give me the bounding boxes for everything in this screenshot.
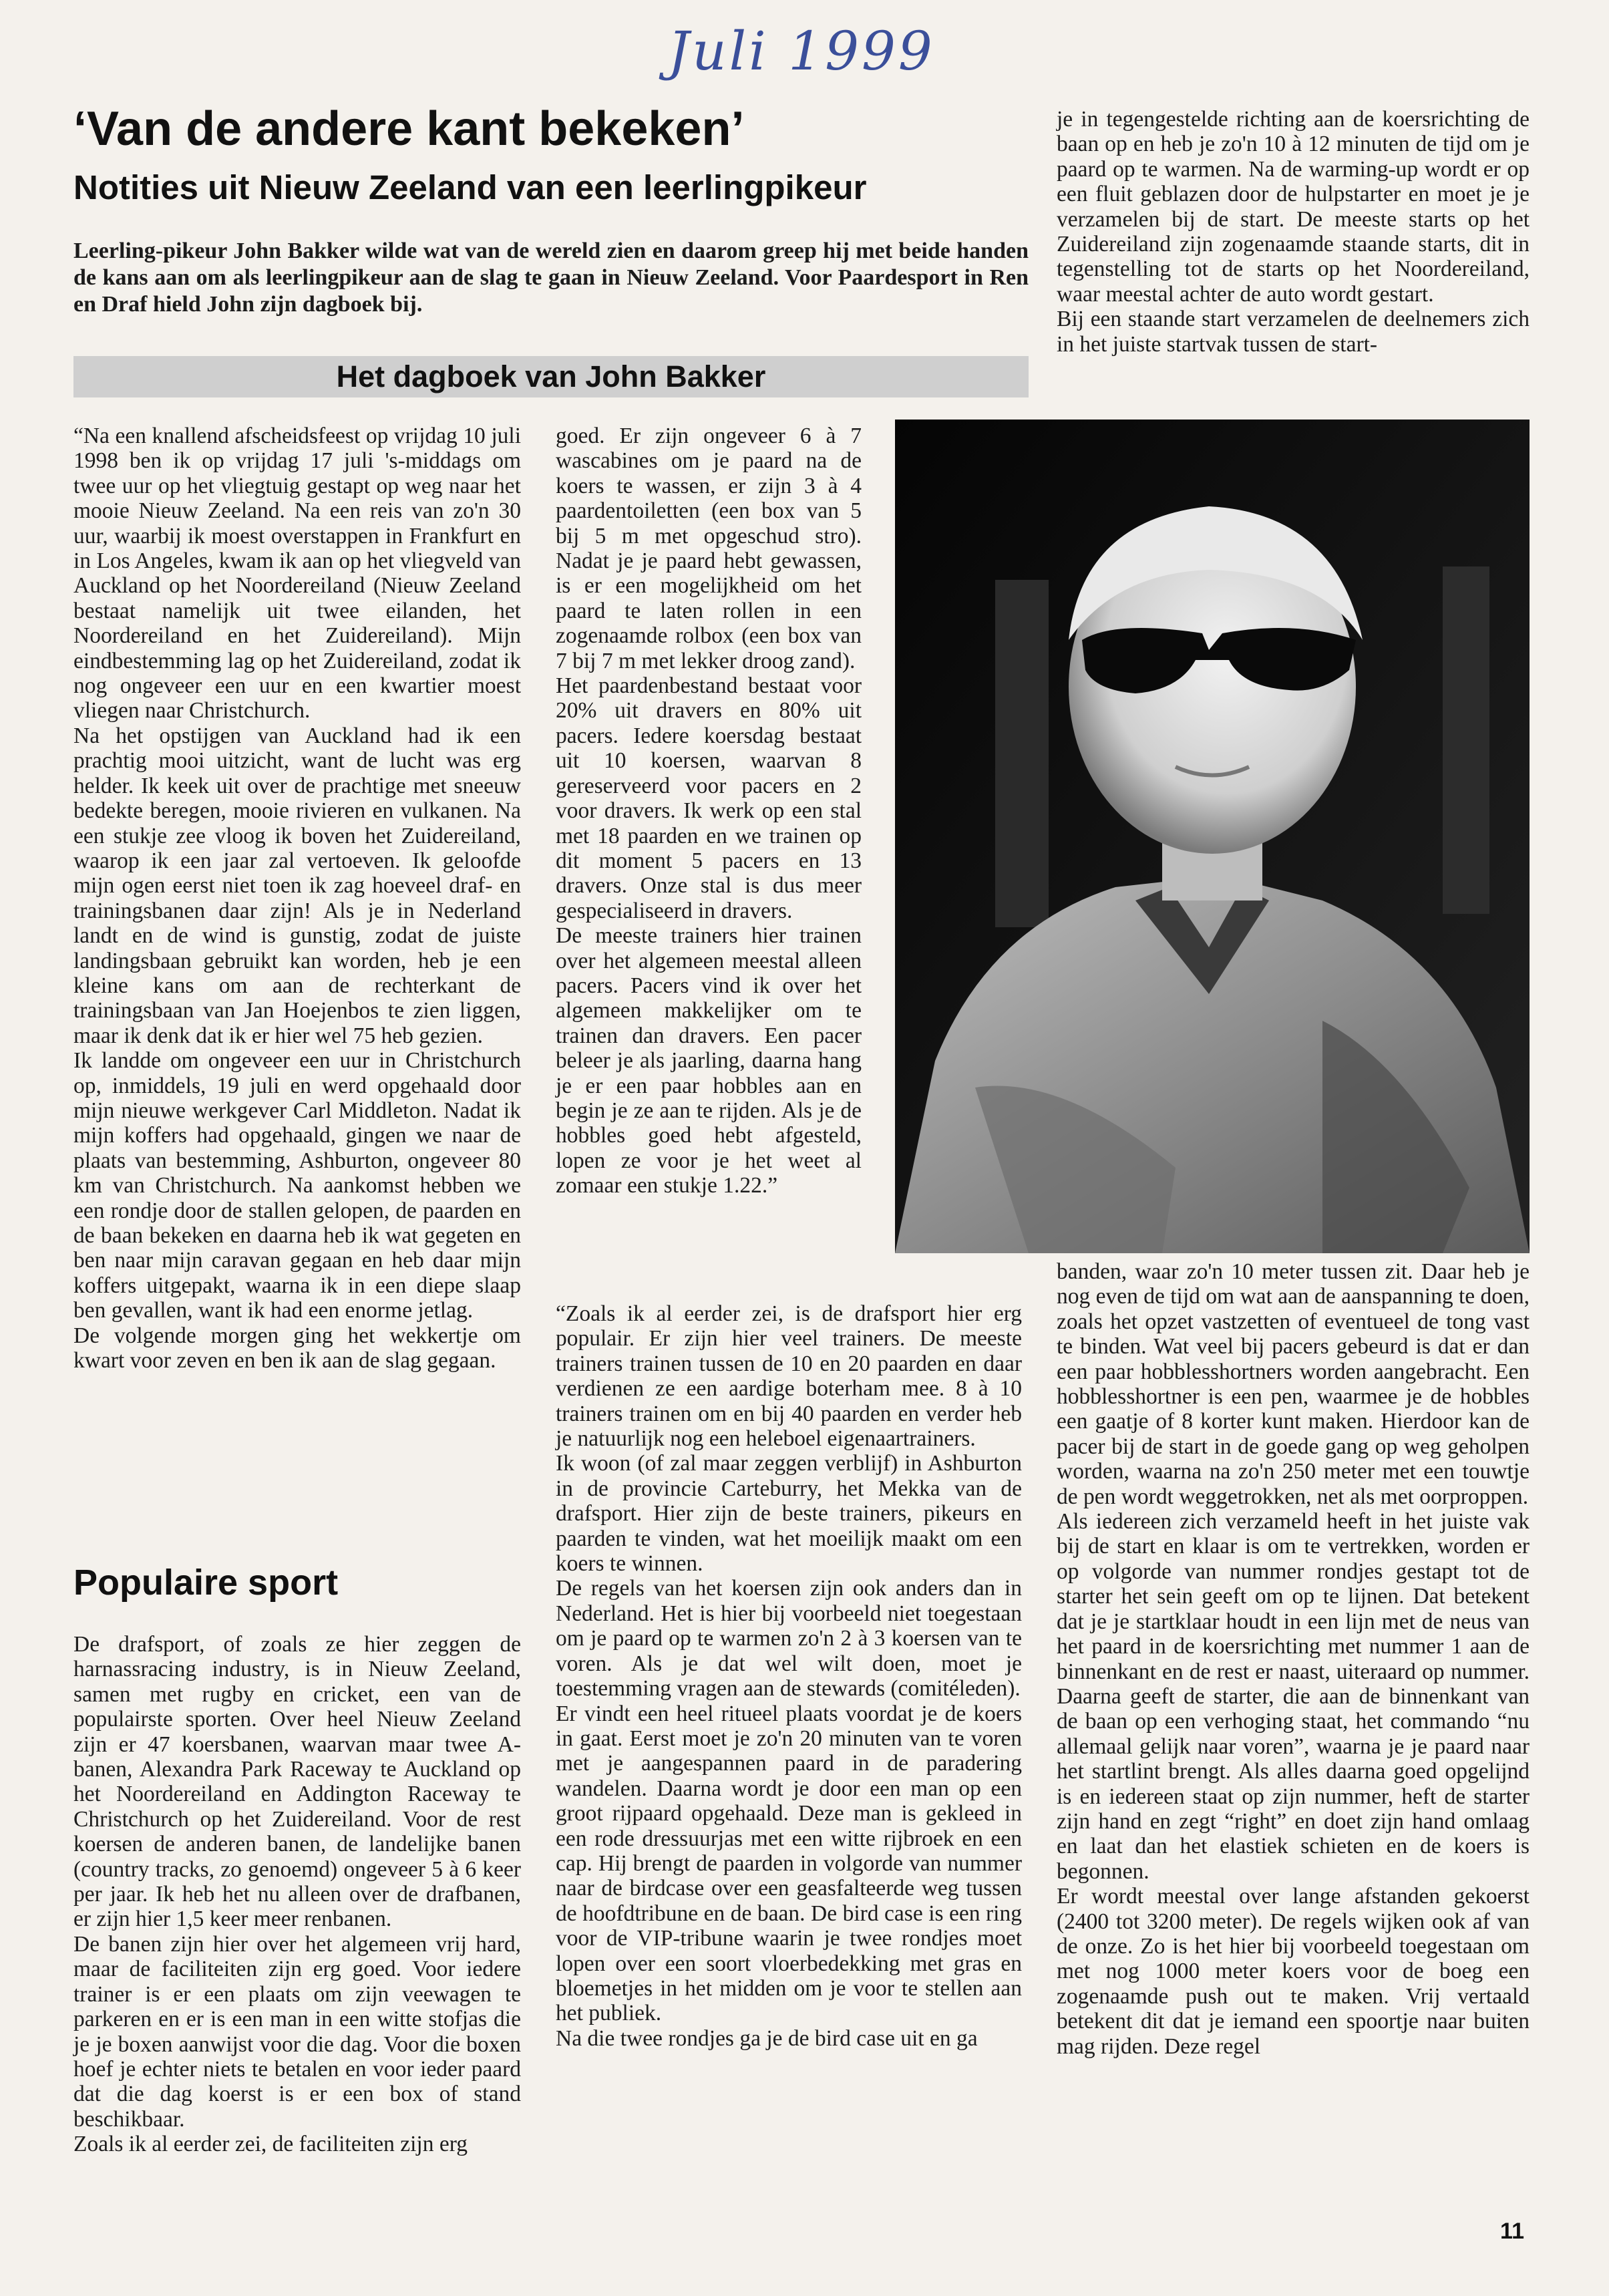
paragraph: “Zoals ik al eerder zei, is de drafsport hier erg populair. Er zijn hier veel trainers. De meeste trainers trainen tussen de 10 en 20 paarden en daar verdienen ze een aardige boterham mee. 8 à 10 trainers trainen om en bij 40 paarden en verder heb je natuurlijk nog een heleboel eigenaartrainers. [556,1301,1022,1452]
column-2-lower-text [556,1301,1022,2051]
paragraph: Bij een staande start verzamelen de deelnemers zich in het juiste startvak tussen de start- [1057,307,1530,357]
paragraph: Na het opstijgen van Auckland had ik een prachtig mooi uitzicht, want de lucht was erg helder. Ik keek uit over de prachtige met sneeuw bedekte beregen, mooie rivieren en vulkanen. Na een stukje zee vloog ik boven het Zuidereiland, waarop ik een jaar zal vertoeven. Ik geloofde mijn ogen eerst niet toen ik zag hoeveel draf- en trainingsbanen daar zijn! Als je in Nederland landt en de wind is gunstig, zodat de juiste landingsbaan gebruikt kan worden, heb je een kleine kans om aan de rechterkant de trainingsbaan van Jan Hoejenbos te zien liggen, maar ik denk dat ik er hier wel 75 heb gezien. [73,723,521,1048]
paragraph: De meeste trainers hier trainen over het algemeen meestal alleen pacers. Pacers vind ik over het algemeen makkelijker om te trainen dan dravers. Een pacer beleer je als jaarling, daarna hang je er een paar hobbles aan en begin je ze aan te rijden. Als je de hobbles goed hebt afgesteld, lopen ze voor je het weet al zomaar een stukje 1.22.” [556,923,862,1198]
article-subheadline: Notities uit Nieuw Zeeland van een leerlingpikeur [73,168,867,206]
paragraph: Er vindt een heel ritueel plaats voordat je de koers in gaat. Eerst moet je zo'n 20 minuten van te voren met je aangespannen paard in de paradering wandelen. Daarna wordt je door een man op een groot rijpaard opgehaald. Deze man is gekleed in een rode dressuurjas met een witte rijbroek en een cap. Hij brengt de paarden in volgorde van nummer naar de birdcase over een geasfalteerde weg tussen de hoofdtribune en de baan. De bird case is een ring voor de VIP-tribune waarin je twee rondjes moet lopen over een soort vloerbedekking met gras en bloemetjes in het midden om je voor te stellen aan het publiek. [556,1701,1022,2026]
paragraph: De regels van het koersen zijn ook anders dan in Nederland. Het is hier bij voorbeeld niet toegestaan om je paard op te warmen zo'n 2 à 3 koersen van te voren. Als je dat wel wilt doen, moet je toestemming vragen aan de stewards (comitéleden). [556,1576,1022,1701]
column-2-upper-text [556,424,862,1198]
section-heading-populaire-sport: Populaire sport [73,1563,339,1603]
paragraph: Er wordt meestal over lange afstanden gekoerst (2400 tot 3200 meter). De regels wijken ook af van de onze. Zo is het hier bij voorbeeld toegestaan om met nog 1000 meter koers voor de boeg een zogenaamde push out te maken. Vrij vertaald betekent dit dat je iemand een spoortje naar buiten mag rijden. Deze regel [1057,1884,1530,2059]
paragraph: De volgende morgen ging het wekkertje om kwart voor zeven en ben ik aan de slag gegaan. [73,1323,521,1373]
handwritten-date-note: Juli 1999 [668,20,935,82]
page-number: 11 [1500,2219,1524,2244]
column-3-lower-text [1057,1259,1530,2059]
portrait-photo [895,420,1530,1253]
paragraph: De drafsport, of zoals ze hier zeggen de harnassracing industry, is in Nieuw Zeeland, samen met rugby en cricket, een van de populairste sporten. Over heel Nieuw Zeeland zijn er 47 koersbanen, waarvan maar twee A-banen, Alexandra Park Raceway te Auckland op het Noordereiland en Addington Raceway te Christchurch op het Zuidereiland. Voor de rest koersen de anderen banen, de landelijke banen (country tracks, zo genoemd) ongeveer 5 à 6 keer per jaar. Ik heb het nu alleen over de drafbanen, er zijn hier 1,5 keer meer renbanen. [73,1632,521,1932]
paragraph: “Na een knallend afscheidsfeest op vrijdag 10 juli 1998 ben ik op vrijdag 17 juli 's-middags om twee uur op het vliegtuig gestapt op weg naar het mooie Nieuw Zeeland. Na een reis van zo'n 30 uur, waarbij ik moest overstappen in Frankfurt en in Los Angeles, kwam ik aan op het vliegveld van Auckland op het Noordereiland (Nieuw Zeeland bestaat namelijk uit twee eilanden, het Noordereiland en het Zuidereiland). Mijn eindbestemming lag op het Zuidereiland, zodat ik nog ongeveer een uur en een kwartier moest vliegen naar Christchurch. [73,424,521,723]
paragraph: Ik woon (of zal maar zeggen verblijf) in Ashburton in de provincie Carteburry, het Mekka van de drafsport. Hier zijn de beste trainers, pikeurs en paarden te vinden, wat het moeilijk maakt om een koers te winnen. [556,1451,1022,1577]
paragraph: banden, waar zo'n 10 meter tussen zit. Daar heb je nog even de tijd om wat aan de aanspanning te doen, zoals het opzet vastzetten of eventueel de tong vast te binden. Wat veel bij pacers gebeurd is dat er dan een paar hobblesshortners worden aangebracht. Een hobblesshortner is een pen, waarmee je de hobbles een gaatje of 8 korter kunt maken. Hierdoor kan de pacer bij de start in de goede gang op weg geholpen worden, waarna na zo'n 250 meter met een touwtje de pen wordt weggetrokken, net als met oorproppen. [1057,1259,1530,1509]
article-headline: ‘Van de andere kant bekeken’ [73,102,745,156]
paragraph: Zoals ik al eerder zei, de faciliteiten zijn erg [73,2132,468,2157]
paragraph: Het paardenbestand bestaat voor 20% uit dravers en 80% uit pacers. Iedere koersdag bestaat uit 10 koersen, waarvan 8 gereserveerd voor pacers en 2 voor dravers. Ik werk op een stal met 18 paarden en we trainen op dit moment 5 pacers en 13 dravers. Onze stal is dus meer gespecialiseerd in dravers. [556,673,862,923]
paragraph: Na die twee rondjes ga je de bird case uit en ga [556,2025,978,2051]
column-1-text [73,424,521,1373]
paragraph: goed. Er zijn ongeveer 6 à 7 wascabines om je paard na de koers te wassen, er zijn 3 à 4 paardentoiletten (een box van 5 bij 5 m met opgeschud stro). Nadat je je paard hebt gewassen, is er een mogelijkheid om het paard te laten rollen in een zogenaamde rolbox (een box van 7 bij 7 m met lekker droog zand). [556,424,862,673]
paragraph: De banen zijn hier over het algemeen vrij hard, maar de faciliteiten zijn erg goed. Voor iedere trainer is er een plaats om zijn veewagen te parkeren en er is een man in een witte stofjas die je je boxen aanwijst voor die dag. Voor die boxen hoef je echter niets te betalen en voor ieder paard dat die dag koerst is er een box of stand beschikbaar. [73,1931,521,2132]
diary-section-heading: Het dagboek van John Bakker [73,356,1029,397]
column-1-lower-text [73,1632,521,2157]
paragraph: Ik landde om ongeveer een uur in Christchurch op, inmiddels, 19 juli en werd opgehaald door mijn nieuwe werkgever Carl Middleton. Nadat ik mijn koffers had opgehaald, gingen we naar de plaats van bestemming, Ashburton, ongeveer 80 km van Christchurch. Na aankomst hebben we een rondje door de stallen gelopen, de paarden en de baan bekeken en daarna heb ik wat gegeten en ben naar mijn caravan gegaan en heb daar mijn koffers uitgepakt, waarna ik in een diepe slaap ben gevallen, want ik had een enorme jetlag. [73,1048,521,1323]
column-3-upper-text [1057,107,1530,357]
article-intro: Leerling-pikeur John Bakker wilde wat van de wereld zien en daarom greep hij met beide handen de kans aan om als leerlingpikeur aan de slag te gaan in Nieuw Zeeland. Voor Paardesport in Ren en Draf hield John zijn dagboek bij. [73,238,1029,317]
portrait-photo-illustration [895,420,1530,1253]
paragraph: je in tegengestelde richting aan de koersrichting de baan op en heb je zo'n 10 à 12 minuten de tijd om je paard op te warmen. Na de warming-up wordt er op een fluit geblazen door de hulpstarter en moet je je verzamelen bij de start. De meeste starts op het Zuidereiland zijn zogenaamde staande starts, dit in tegenstelling tot de starts op het Noordereiland, waar meestal achter de auto wordt gestart. [1057,107,1530,307]
paragraph: Als iedereen zich verzameld heeft in het juiste vak bij de start en klaar is om te vertrekken, worden er op volgorde van nummer rondjes gestapt tot de starter het sein geeft om op te lijnen. Dat betekent dat je je startklaar houdt in een lijn met de neus van het paard in de koersrichting met nummer 1 aan de binnenkant en de rest er naast, uiteraard op nummer. Daarna geeft de starter, die aan de binnenkant van de baan op een verhoging staat, het commando “nu allemaal gelijk naar voren”, waarna je je paard naar het startlint brengt. Als alles daarna goed opgelijnd is en iedereen staat op zijn nummer, heft de starter zijn hand en zegt “right” en doet zijn hand omlaag en laat dan het elastiek schieten en de koers is begonnen. [1057,1509,1530,1884]
